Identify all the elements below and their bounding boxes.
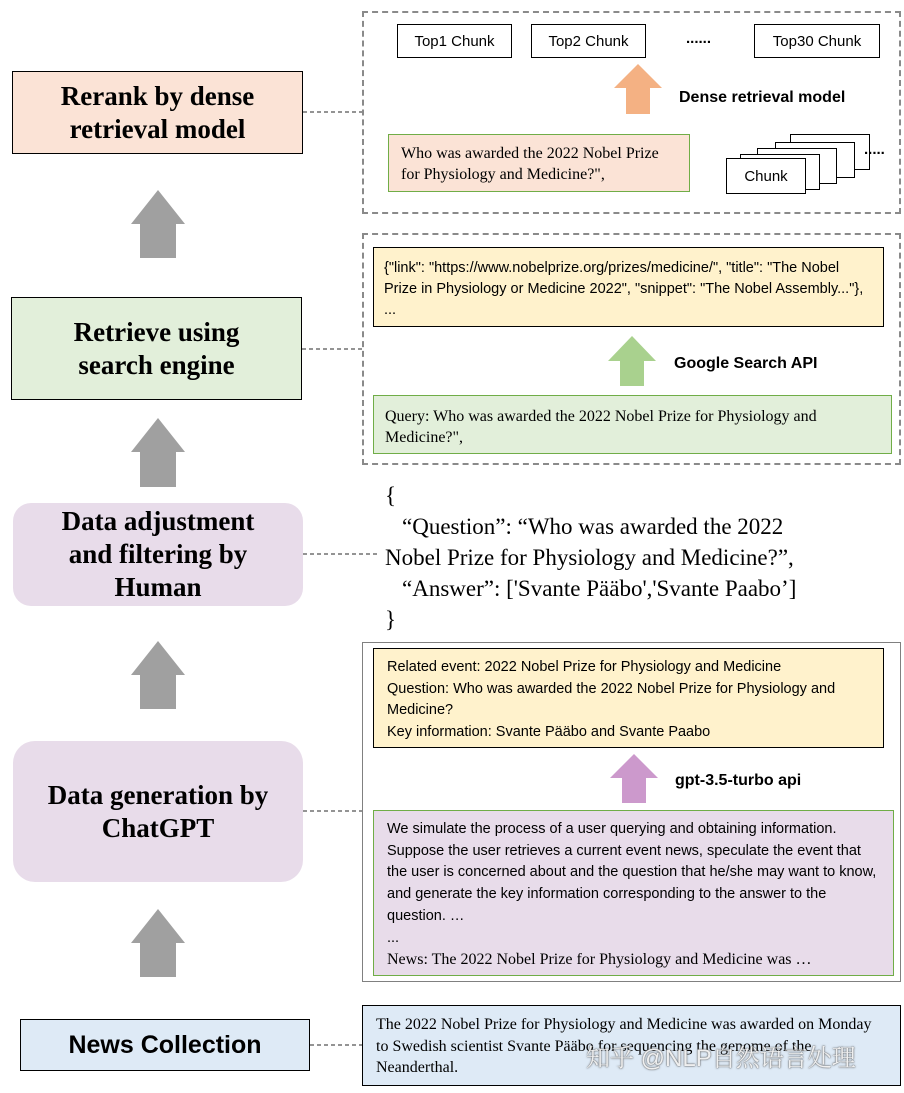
qa-close-brace: }	[385, 607, 397, 632]
generation-prompt-box	[373, 810, 894, 976]
qa-question-cont: Nobel Prize for Physiology and Medicine?”,	[385, 545, 794, 570]
up-arrow-head-1	[131, 190, 185, 224]
watermark: 知乎 @NLP自然语言处理	[586, 1045, 856, 1072]
up-arrow-shaft-2	[140, 452, 176, 487]
stage-retrieve-label: Retrieve using search engine	[73, 316, 240, 380]
qa-open-brace: {	[385, 483, 397, 508]
search-result-text: {"link": "https://www.nobelprize.org/prizes/medicine/", "title": "The Nobel Prize in Physiology or Medicine 2022", "snippet": "The Nobel Assembly..."}, ...	[384, 260, 864, 318]
top1-chunk	[397, 24, 512, 58]
top30-chunk-label: Top30 Chunk	[772, 32, 862, 50]
stage-retrieve	[11, 297, 302, 400]
stage-adjust-label: Data adjustment and filtering by Human	[61, 506, 255, 602]
chunk-ellipsis: ......	[686, 30, 712, 47]
stage-adjust	[13, 503, 303, 606]
gen-prompt-text: We simulate the process of a user querying and obtaining information. Suppose the user retrieves a current event news, speculate the event that the user is concerned about and the question that he/she may want to know, and generate the key information corresponding to the answer to the question. …	[387, 821, 877, 924]
stack-chunk-front	[726, 158, 806, 194]
up-arrow-shaft-1	[140, 224, 176, 258]
top1-chunk-label: Top1 Chunk	[414, 32, 495, 50]
dense-retrieval-label: Dense retrieval model	[679, 89, 846, 106]
rerank-query-box	[388, 134, 690, 192]
search-query-box	[373, 395, 892, 454]
qa-answer: “Answer”: ['Svante Pääbo','Svante Paabo’]	[402, 576, 797, 601]
generation-output-box	[373, 648, 884, 748]
up-arrow-head-3	[131, 641, 185, 675]
top2-chunk-label: Top2 Chunk	[548, 32, 629, 50]
rerank-query-text: Who was awarded the 2022 Nobel Prize for Physiology and Medicine?",	[401, 145, 659, 183]
stage-rerank	[12, 71, 303, 154]
up-arrow-head-4	[131, 909, 185, 943]
up-arrow-shaft-3	[140, 675, 176, 709]
top2-chunk	[531, 24, 646, 58]
stage-generate-label: Data generation by ChatGPT	[47, 779, 269, 843]
qa-json-block	[385, 480, 900, 635]
stage-rerank-label: Rerank by dense retrieval model	[60, 80, 255, 144]
up-arrow-head-2	[131, 418, 185, 452]
gen-news-line: News: The 2022 Nobel Prize for Physiology and Medicine was …	[387, 951, 812, 969]
top30-chunk	[754, 24, 880, 58]
stage-news-label: News Collection	[68, 1030, 262, 1059]
gen-related-event: Related event: 2022 Nobel Prize for Physiology and Medicine	[387, 659, 782, 675]
gen-key-info: Key information: Svante Pääbo and Svante Paabo	[387, 723, 711, 740]
search-query-text: Query: Who was awarded the 2022 Nobel Prize for Physiology and Medicine?",	[385, 408, 817, 446]
gpt-api-label: gpt-3.5-turbo api	[675, 772, 802, 789]
stage-news	[20, 1019, 310, 1071]
stack-chunk-label: Chunk	[744, 167, 788, 185]
up-arrow-shaft-4	[140, 943, 176, 977]
google-search-label: Google Search API	[674, 355, 818, 372]
qa-question: “Question”: “Who was awarded the 2022	[402, 514, 784, 539]
gen-question: Question: Who was awarded the 2022 Nobel Prize for Physiology and Medicine?	[387, 680, 836, 718]
stage-generate	[13, 741, 303, 882]
search-result-box	[373, 247, 884, 327]
stack-dots: .....	[864, 141, 885, 158]
news-text: The 2022 Nobel Prize for Physiology and Medicine was awarded on Monday to Swedish scientist Svante Pääbo for sequencing the genome of the Neanderthal.	[376, 1016, 872, 1076]
gen-prompt-dots: ...	[387, 929, 400, 946]
